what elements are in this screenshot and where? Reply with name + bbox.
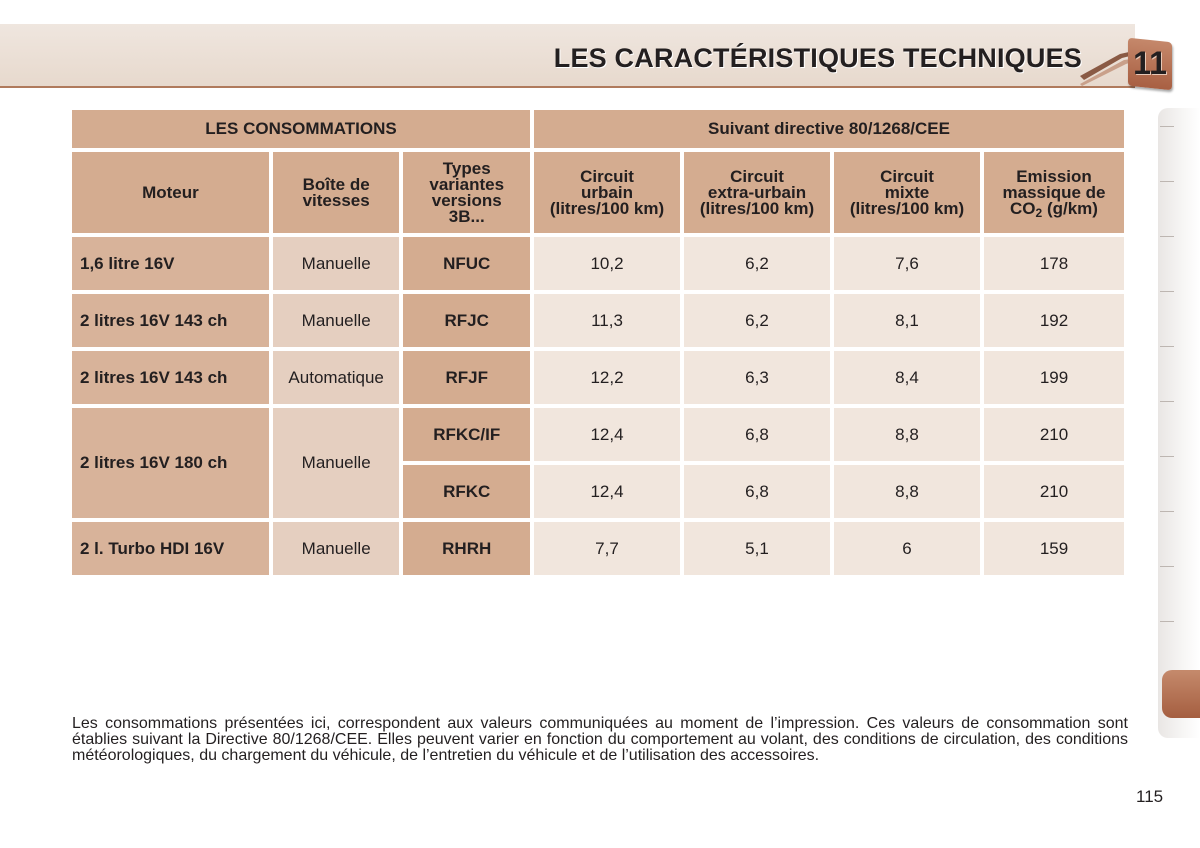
rail-tick [1160,346,1174,347]
cell-mixed: 6 [834,522,980,575]
cell-co2: 178 [984,237,1124,290]
cell-mixed: 8,8 [834,465,980,518]
cell-mixed: 7,6 [834,237,980,290]
rail-tick [1160,456,1174,457]
cell-extra-urban: 6,2 [684,237,830,290]
cell-type: RFJF [403,351,530,404]
rail-tick [1160,126,1174,127]
table-row [72,522,1124,575]
cell-urban: 7,7 [534,522,680,575]
cell-extra-urban: 6,2 [684,294,830,347]
cell-urban: 10,2 [534,237,680,290]
cell-extra-urban: 6,3 [684,351,830,404]
table-row [72,237,1124,290]
col-header-co2: Emission massique de $CO_2$ (g/km) [984,152,1124,233]
cell-motor: 1,6 litre 16V [72,237,269,290]
col-header-mixed: Circuit mixte (litres/100 km) [834,152,980,233]
group-header-directive: Suivant directive 80/1268/CEE [534,110,1124,148]
table-row [72,351,1124,404]
cell-urban: 12,4 [534,465,680,518]
cell-motor: 2 litres 16V 143 ch [72,351,269,404]
table-row [72,294,1124,347]
cell-co2: 199 [984,351,1124,404]
col-header-extra-urban: Circuit extra-urbain (litres/100 km) [684,152,830,233]
cell-motor: 2 litres 16V 143 ch [72,294,269,347]
cell-type: RFJC [403,294,530,347]
cell-urban: 11,3 [534,294,680,347]
col-header-motor: Moteur [72,152,269,233]
cell-motor: 2 l. Turbo HDI 16V [72,522,269,575]
page-number: 115 [1136,787,1164,806]
consumption-table [68,106,1128,579]
chapter-thumb-tab[interactable] [1162,670,1200,718]
chapter-number: 11 [1133,45,1167,81]
col-header-types: Types variantes versions 3B... [403,152,530,233]
cell-mixed: 8,4 [834,351,980,404]
col-header-gearbox: Boîte de vitesses [273,152,400,233]
cell-mixed: 8,8 [834,408,980,461]
table-row [72,408,1124,461]
footnote-text: Les consommations présentées ici, correspondent aux valeurs communiquées au moment de l’impression. Ces valeurs de consommation sont établies suivant la Directive 80/1268/CEE. Elles peuvent varier en fonction du comportement au volant, des conditions de circulation, des conditions météorologiques, du chargement du véhicule, de l’entretien du véhicule et de l’utilisation des accessoires. [72,715,1128,764]
cell-type: RHRH [403,522,530,575]
cell-extra-urban: 5,1 [684,522,830,575]
side-thumb-rail [1158,108,1200,738]
cell-type: RFKC/IF [403,408,530,461]
page-title: LES CARACTÉRISTIQUES TECHNIQUES [553,43,1082,73]
cell-co2: 210 [984,465,1124,518]
cell-gearbox: Manuelle [273,237,400,290]
cell-mixed: 8,1 [834,294,980,347]
group-header-consumption: LES CONSOMMATIONS [72,110,530,148]
rail-tick [1160,511,1174,512]
cell-urban: 12,4 [534,408,680,461]
cell-gearbox: Manuelle [273,408,400,518]
rail-tick [1160,181,1174,182]
cell-type: NFUC [403,237,530,290]
cell-extra-urban: 6,8 [684,465,830,518]
cell-extra-urban: 6,8 [684,408,830,461]
cell-motor: 2 litres 16V 180 ch [72,408,269,518]
cell-urban: 12,2 [534,351,680,404]
rail-tick [1160,291,1174,292]
cell-co2: 159 [984,522,1124,575]
cell-gearbox: Automatique [273,351,400,404]
rail-tick [1160,621,1174,622]
rail-tick [1160,401,1174,402]
cell-type: RFKC [403,465,530,518]
rail-tick [1160,566,1174,567]
cell-co2: 192 [984,294,1124,347]
rail-tick [1160,236,1174,237]
cell-gearbox: Manuelle [273,294,400,347]
cell-co2: 210 [984,408,1124,461]
col-header-urban: Circuit urbain (litres/100 km) [534,152,680,233]
cell-gearbox: Manuelle [273,522,400,575]
